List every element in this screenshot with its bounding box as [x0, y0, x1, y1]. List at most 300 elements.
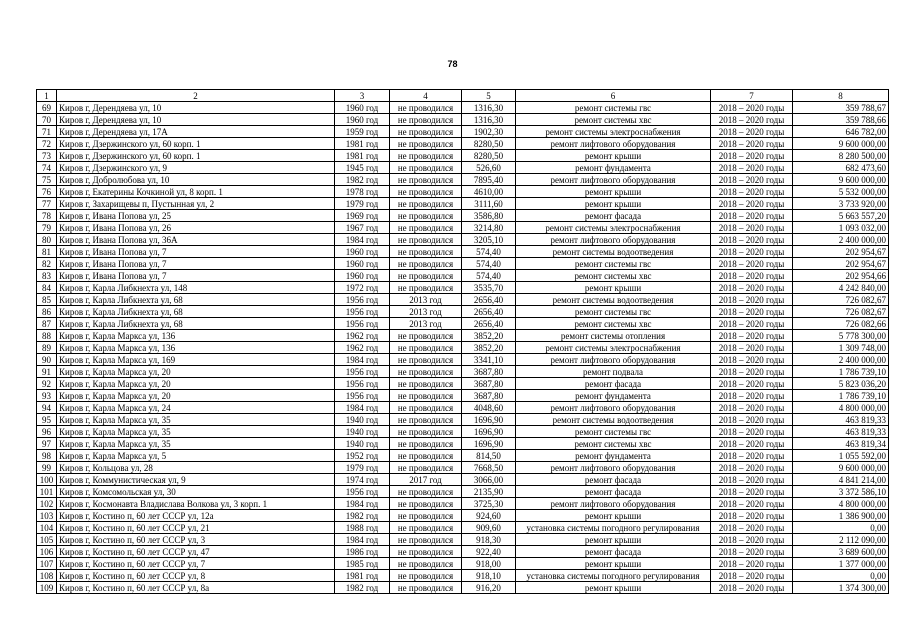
table-row [37, 474, 889, 486]
area-cell: 4048,60 [462, 402, 516, 414]
period-cell: 2018 – 2020 годы [711, 270, 793, 282]
row-number-cell: 80 [37, 234, 57, 246]
last-repair-cell: не проводился [390, 270, 462, 282]
build-year-cell: 1984 год [335, 402, 390, 414]
row-number-cell: 95 [37, 414, 57, 426]
build-year-cell: 1940 год [335, 426, 390, 438]
area-cell: 3111,60 [462, 198, 516, 210]
area-cell: 2656,40 [462, 306, 516, 318]
build-year-cell: 1956 год [335, 294, 390, 306]
table-row [37, 438, 889, 450]
period-cell: 2018 – 2020 годы [711, 222, 793, 234]
cost-cell: 463 819,33 [793, 414, 889, 426]
last-repair-cell: не проводился [390, 402, 462, 414]
area-cell: 574,40 [462, 246, 516, 258]
address-cell: Киров г, Ивана Попова ул, 25 [57, 210, 335, 222]
row-number-cell: 102 [37, 498, 57, 510]
area-cell: 2656,40 [462, 294, 516, 306]
last-repair-cell: не проводился [390, 414, 462, 426]
area-cell: 918,30 [462, 534, 516, 546]
table-row [37, 174, 889, 186]
address-cell: Киров г, Костино п, 60 лет СССР ул, 21 [57, 522, 335, 534]
work-type-cell: ремонт крыши [516, 186, 711, 198]
address-cell: Киров г, Карла Маркса ул, 169 [57, 354, 335, 366]
column-header: 3 [335, 90, 390, 102]
row-number-cell: 69 [37, 102, 57, 114]
area-cell: 1316,30 [462, 114, 516, 126]
work-type-cell: ремонт лифтового оборудования [516, 138, 711, 150]
address-cell: Киров г, Карла Маркса ул, 24 [57, 402, 335, 414]
period-cell: 2018 – 2020 годы [711, 498, 793, 510]
cost-cell: 463 819,34 [793, 438, 889, 450]
cost-cell: 4 800 000,00 [793, 402, 889, 414]
build-year-cell: 1978 год [335, 186, 390, 198]
row-number-cell: 71 [37, 126, 57, 138]
work-type-cell: ремонт крыши [516, 282, 711, 294]
address-cell: Киров г, Ивана Попова ул, 26 [57, 222, 335, 234]
work-type-cell: ремонт крыши [516, 150, 711, 162]
table-row [37, 162, 889, 174]
build-year-cell: 1960 год [335, 246, 390, 258]
period-cell: 2018 – 2020 годы [711, 486, 793, 498]
last-repair-cell: не проводился [390, 150, 462, 162]
area-cell: 2135,90 [462, 486, 516, 498]
row-number-cell: 104 [37, 522, 57, 534]
build-year-cell: 1984 год [335, 534, 390, 546]
work-type-cell: ремонт лифтового оборудования [516, 174, 711, 186]
table-row [37, 450, 889, 462]
area-cell: 1696,90 [462, 426, 516, 438]
work-type-cell: ремонт крыши [516, 558, 711, 570]
work-type-cell: ремонт фундамента [516, 390, 711, 402]
table-row [37, 318, 889, 330]
area-cell: 3214,80 [462, 222, 516, 234]
row-number-cell: 87 [37, 318, 57, 330]
table-row [37, 330, 889, 342]
work-type-cell: ремонт системы хвс [516, 318, 711, 330]
period-cell: 2018 – 2020 годы [711, 534, 793, 546]
period-cell: 2018 – 2020 годы [711, 354, 793, 366]
last-repair-cell: не проводился [390, 498, 462, 510]
cost-cell: 0,00 [793, 522, 889, 534]
cost-cell: 9 600 000,00 [793, 138, 889, 150]
period-cell: 2018 – 2020 годы [711, 438, 793, 450]
area-cell: 7668,50 [462, 462, 516, 474]
work-type-cell: ремонт фасада [516, 546, 711, 558]
table-row [37, 390, 889, 402]
last-repair-cell: не проводился [390, 390, 462, 402]
last-repair-cell: не проводился [390, 438, 462, 450]
address-cell: Киров г, Добролюбова ул, 10 [57, 174, 335, 186]
work-type-cell: ремонт крыши [516, 510, 711, 522]
address-cell: Киров г, Карла Либкнехта ул, 68 [57, 294, 335, 306]
period-cell: 2018 – 2020 годы [711, 582, 793, 594]
work-type-cell: ремонт системы гвс [516, 426, 711, 438]
period-cell: 2018 – 2020 годы [711, 198, 793, 210]
table-row [37, 534, 889, 546]
area-cell: 526,60 [462, 162, 516, 174]
row-number-cell: 79 [37, 222, 57, 234]
cost-cell: 726 082,66 [793, 318, 889, 330]
area-cell: 918,10 [462, 570, 516, 582]
address-cell: Киров г, Ивана Попова ул, 7 [57, 258, 335, 270]
last-repair-cell: не проводился [390, 450, 462, 462]
period-cell: 2018 – 2020 годы [711, 186, 793, 198]
address-cell: Киров г, Карла Маркса ул, 20 [57, 366, 335, 378]
row-number-cell: 76 [37, 186, 57, 198]
row-number-cell: 96 [37, 426, 57, 438]
table-row [37, 510, 889, 522]
row-number-cell: 92 [37, 378, 57, 390]
cost-cell: 1 786 739,10 [793, 390, 889, 402]
period-cell: 2018 – 2020 годы [711, 282, 793, 294]
work-type-cell: ремонт лифтового оборудования [516, 462, 711, 474]
row-number-cell: 109 [37, 582, 57, 594]
last-repair-cell: не проводился [390, 258, 462, 270]
build-year-cell: 1940 год [335, 414, 390, 426]
area-cell: 814,50 [462, 450, 516, 462]
build-year-cell: 1960 год [335, 114, 390, 126]
address-cell: Киров г, Костино п, 60 лет СССР ул, 8а [57, 582, 335, 594]
work-type-cell: ремонт системы водоотведения [516, 294, 711, 306]
cost-cell: 726 082,67 [793, 294, 889, 306]
period-cell: 2018 – 2020 годы [711, 174, 793, 186]
period-cell: 2018 – 2020 годы [711, 126, 793, 138]
build-year-cell: 1984 год [335, 354, 390, 366]
column-header: 4 [390, 90, 462, 102]
last-repair-cell: 2017 год [390, 474, 462, 486]
build-year-cell: 1981 год [335, 138, 390, 150]
work-type-cell: ремонт фундамента [516, 162, 711, 174]
build-year-cell: 1974 год [335, 474, 390, 486]
cost-cell: 359 788,66 [793, 114, 889, 126]
last-repair-cell: не проводился [390, 114, 462, 126]
address-cell: Киров г, Карла Маркса ул, 20 [57, 390, 335, 402]
cost-cell: 359 788,67 [793, 102, 889, 114]
last-repair-cell: не проводился [390, 558, 462, 570]
last-repair-cell: не проводился [390, 198, 462, 210]
build-year-cell: 1956 год [335, 378, 390, 390]
period-cell: 2018 – 2020 годы [711, 570, 793, 582]
address-cell: Киров г, Карла Маркса ул, 136 [57, 342, 335, 354]
work-type-cell: ремонт лифтового оборудования [516, 234, 711, 246]
cost-cell: 3 689 600,00 [793, 546, 889, 558]
work-type-cell: ремонт лифтового оборудования [516, 498, 711, 510]
address-cell: Киров г, Костино п, 60 лет СССР ул, 8 [57, 570, 335, 582]
row-number-cell: 88 [37, 330, 57, 342]
address-cell: Киров г, Дзержинского ул, 60 корп. 1 [57, 138, 335, 150]
build-year-cell: 1940 год [335, 438, 390, 450]
build-year-cell: 1952 год [335, 450, 390, 462]
table-row [37, 198, 889, 210]
repair-program-table [36, 89, 889, 594]
work-type-cell: установка системы погодного регулирования [516, 570, 711, 582]
table-row [37, 402, 889, 414]
address-cell: Киров г, Дерендяева ул, 10 [57, 102, 335, 114]
cost-cell: 4 242 840,00 [793, 282, 889, 294]
address-cell: Киров г, Карла Маркса ул, 5 [57, 450, 335, 462]
address-cell: Киров г, Захарищевы п, Пустынная ул, 2 [57, 198, 335, 210]
table-row [37, 558, 889, 570]
table-row [37, 582, 889, 594]
work-type-cell: ремонт крыши [516, 534, 711, 546]
area-cell: 2656,40 [462, 318, 516, 330]
build-year-cell: 1986 год [335, 546, 390, 558]
area-cell: 574,40 [462, 270, 516, 282]
cost-cell: 1 786 739,10 [793, 366, 889, 378]
address-cell: Киров г, Карла Маркса ул, 35 [57, 426, 335, 438]
address-cell: Киров г, Комсомольская ул, 30 [57, 486, 335, 498]
table-row [37, 222, 889, 234]
last-repair-cell: не проводился [390, 546, 462, 558]
table-row [37, 522, 889, 534]
address-cell: Киров г, Екатерины Кочкиной ул, 8 корп. 1 [57, 186, 335, 198]
table-row [37, 546, 889, 558]
cost-cell: 682 473,60 [793, 162, 889, 174]
address-cell: Киров г, Ивана Попова ул, 36А [57, 234, 335, 246]
cost-cell: 1 377 000,00 [793, 558, 889, 570]
area-cell: 1316,30 [462, 102, 516, 114]
period-cell: 2018 – 2020 годы [711, 402, 793, 414]
cost-cell: 8 280 500,00 [793, 150, 889, 162]
column-header: 5 [462, 90, 516, 102]
build-year-cell: 1956 год [335, 366, 390, 378]
table-row [37, 246, 889, 258]
row-number-cell: 107 [37, 558, 57, 570]
row-number-cell: 103 [37, 510, 57, 522]
row-number-cell: 82 [37, 258, 57, 270]
last-repair-cell: не проводился [390, 570, 462, 582]
build-year-cell: 1979 год [335, 198, 390, 210]
area-cell: 3205,10 [462, 234, 516, 246]
address-cell: Киров г, Карла Либкнехта ул, 148 [57, 282, 335, 294]
cost-cell: 2 400 000,00 [793, 354, 889, 366]
last-repair-cell: не проводился [390, 210, 462, 222]
row-number-cell: 100 [37, 474, 57, 486]
build-year-cell: 1985 год [335, 558, 390, 570]
address-cell: Киров г, Карла Либкнехта ул, 68 [57, 318, 335, 330]
work-type-cell: ремонт системы гвс [516, 258, 711, 270]
work-type-cell: ремонт системы электроснабжения [516, 342, 711, 354]
table-row [37, 306, 889, 318]
area-cell: 8280,50 [462, 138, 516, 150]
table-row [37, 126, 889, 138]
work-type-cell: ремонт системы гвс [516, 102, 711, 114]
table-row [37, 378, 889, 390]
row-number-cell: 85 [37, 294, 57, 306]
table-row [37, 138, 889, 150]
row-number-cell: 90 [37, 354, 57, 366]
period-cell: 2018 – 2020 годы [711, 558, 793, 570]
table-row [37, 354, 889, 366]
last-repair-cell: не проводился [390, 138, 462, 150]
work-type-cell: ремонт лифтового оборудования [516, 402, 711, 414]
work-type-cell: ремонт крыши [516, 582, 711, 594]
cost-cell: 4 800 000,00 [793, 498, 889, 510]
period-cell: 2018 – 2020 годы [711, 390, 793, 402]
column-header: 7 [711, 90, 793, 102]
period-cell: 2018 – 2020 годы [711, 510, 793, 522]
last-repair-cell: не проводился [390, 462, 462, 474]
cost-cell: 5 532 000,00 [793, 186, 889, 198]
cost-cell: 726 082,67 [793, 306, 889, 318]
cost-cell: 3 372 586,10 [793, 486, 889, 498]
period-cell: 2018 – 2020 годы [711, 234, 793, 246]
last-repair-cell: 2013 год [390, 306, 462, 318]
build-year-cell: 1959 год [335, 126, 390, 138]
cost-cell: 202 954,67 [793, 246, 889, 258]
column-header: 1 [37, 90, 57, 102]
build-year-cell: 1960 год [335, 270, 390, 282]
area-cell: 3725,30 [462, 498, 516, 510]
cost-cell: 1 374 300,00 [793, 582, 889, 594]
work-type-cell: ремонт системы водоотведения [516, 414, 711, 426]
address-cell: Киров г, Костино п, 60 лет СССР ул, 7 [57, 558, 335, 570]
build-year-cell: 1962 год [335, 330, 390, 342]
row-number-cell: 70 [37, 114, 57, 126]
row-number-cell: 75 [37, 174, 57, 186]
area-cell: 909,60 [462, 522, 516, 534]
area-cell: 3687,80 [462, 378, 516, 390]
row-number-cell: 101 [37, 486, 57, 498]
last-repair-cell: не проводился [390, 534, 462, 546]
period-cell: 2018 – 2020 годы [711, 450, 793, 462]
last-repair-cell: 2013 год [390, 318, 462, 330]
last-repair-cell: не проводился [390, 126, 462, 138]
address-cell: Киров г, Ивана Попова ул, 7 [57, 270, 335, 282]
build-year-cell: 1967 год [335, 222, 390, 234]
last-repair-cell: не проводился [390, 234, 462, 246]
table-row [37, 102, 889, 114]
build-year-cell: 1956 год [335, 486, 390, 498]
period-cell: 2018 – 2020 годы [711, 366, 793, 378]
row-number-cell: 97 [37, 438, 57, 450]
row-number-cell: 77 [37, 198, 57, 210]
table-row [37, 210, 889, 222]
address-cell: Киров г, Ивана Попова ул, 7 [57, 246, 335, 258]
area-cell: 4610,00 [462, 186, 516, 198]
address-cell: Киров г, Карла Маркса ул, 35 [57, 414, 335, 426]
period-cell: 2018 – 2020 годы [711, 258, 793, 270]
row-number-cell: 91 [37, 366, 57, 378]
area-cell: 1696,90 [462, 438, 516, 450]
address-cell: Киров г, Дерендяева ул, 17А [57, 126, 335, 138]
cost-cell: 2 400 000,00 [793, 234, 889, 246]
address-cell: Киров г, Костино п, 60 лет СССР ул, 12а [57, 510, 335, 522]
work-type-cell: ремонт фасада [516, 486, 711, 498]
cost-cell: 202 954,67 [793, 258, 889, 270]
period-cell: 2018 – 2020 годы [711, 414, 793, 426]
area-cell: 3852,20 [462, 330, 516, 342]
last-repair-cell: не проводился [390, 330, 462, 342]
cost-cell: 646 782,00 [793, 126, 889, 138]
work-type-cell: ремонт фасада [516, 210, 711, 222]
address-cell: Киров г, Карла Маркса ул, 136 [57, 330, 335, 342]
row-number-cell: 72 [37, 138, 57, 150]
build-year-cell: 1981 год [335, 570, 390, 582]
table-row [37, 282, 889, 294]
table-row [37, 150, 889, 162]
period-cell: 2018 – 2020 годы [711, 246, 793, 258]
row-number-cell: 78 [37, 210, 57, 222]
row-number-cell: 86 [37, 306, 57, 318]
cost-cell: 9 600 000,00 [793, 462, 889, 474]
cost-cell: 3 733 920,00 [793, 198, 889, 210]
build-year-cell: 1979 год [335, 462, 390, 474]
last-repair-cell: не проводился [390, 174, 462, 186]
address-cell: Киров г, Костино п, 60 лет СССР ул, 47 [57, 546, 335, 558]
last-repair-cell: не проводился [390, 582, 462, 594]
period-cell: 2018 – 2020 годы [711, 294, 793, 306]
area-cell: 3852,20 [462, 342, 516, 354]
last-repair-cell: не проводился [390, 366, 462, 378]
work-type-cell: ремонт системы гвс [516, 306, 711, 318]
last-repair-cell: не проводился [390, 378, 462, 390]
area-cell: 3586,80 [462, 210, 516, 222]
period-cell: 2018 – 2020 годы [711, 318, 793, 330]
page-number: 78 [447, 59, 458, 69]
area-cell: 922,40 [462, 546, 516, 558]
period-cell: 2018 – 2020 годы [711, 546, 793, 558]
build-year-cell: 1982 год [335, 174, 390, 186]
table-row [37, 186, 889, 198]
period-cell: 2018 – 2020 годы [711, 162, 793, 174]
period-cell: 2018 – 2020 годы [711, 378, 793, 390]
cost-cell: 5 823 036,20 [793, 378, 889, 390]
row-number-cell: 99 [37, 462, 57, 474]
table-row [37, 258, 889, 270]
build-year-cell: 1956 год [335, 318, 390, 330]
build-year-cell: 1981 год [335, 150, 390, 162]
cost-cell: 2 112 090,00 [793, 534, 889, 546]
table-row [37, 270, 889, 282]
work-type-cell: ремонт системы хвс [516, 114, 711, 126]
build-year-cell: 1960 год [335, 258, 390, 270]
row-number-cell: 106 [37, 546, 57, 558]
last-repair-cell: не проводился [390, 246, 462, 258]
row-number-cell: 83 [37, 270, 57, 282]
header-row [37, 90, 889, 102]
period-cell: 2018 – 2020 годы [711, 342, 793, 354]
address-cell: Киров г, Коммунистическая ул, 9 [57, 474, 335, 486]
build-year-cell: 1984 год [335, 498, 390, 510]
work-type-cell: ремонт системы хвс [516, 270, 711, 282]
table-header [37, 90, 889, 102]
work-type-cell: ремонт подвала [516, 366, 711, 378]
table-row [37, 570, 889, 582]
row-number-cell: 74 [37, 162, 57, 174]
cost-cell: 202 954,66 [793, 270, 889, 282]
row-number-cell: 84 [37, 282, 57, 294]
last-repair-cell: не проводился [390, 426, 462, 438]
area-cell: 3687,80 [462, 390, 516, 402]
table-row [37, 498, 889, 510]
row-number-cell: 98 [37, 450, 57, 462]
address-cell: Киров г, Дерендяева ул, 10 [57, 114, 335, 126]
cost-cell: 463 819,33 [793, 426, 889, 438]
period-cell: 2018 – 2020 годы [711, 522, 793, 534]
build-year-cell: 1982 год [335, 510, 390, 522]
period-cell: 2018 – 2020 годы [711, 426, 793, 438]
period-cell: 2018 – 2020 годы [711, 330, 793, 342]
work-type-cell: ремонт системы электроснабжения [516, 126, 711, 138]
row-number-cell: 81 [37, 246, 57, 258]
table-row [37, 114, 889, 126]
area-cell: 916,20 [462, 582, 516, 594]
row-number-cell: 105 [37, 534, 57, 546]
area-cell: 8280,50 [462, 150, 516, 162]
period-cell: 2018 – 2020 годы [711, 306, 793, 318]
